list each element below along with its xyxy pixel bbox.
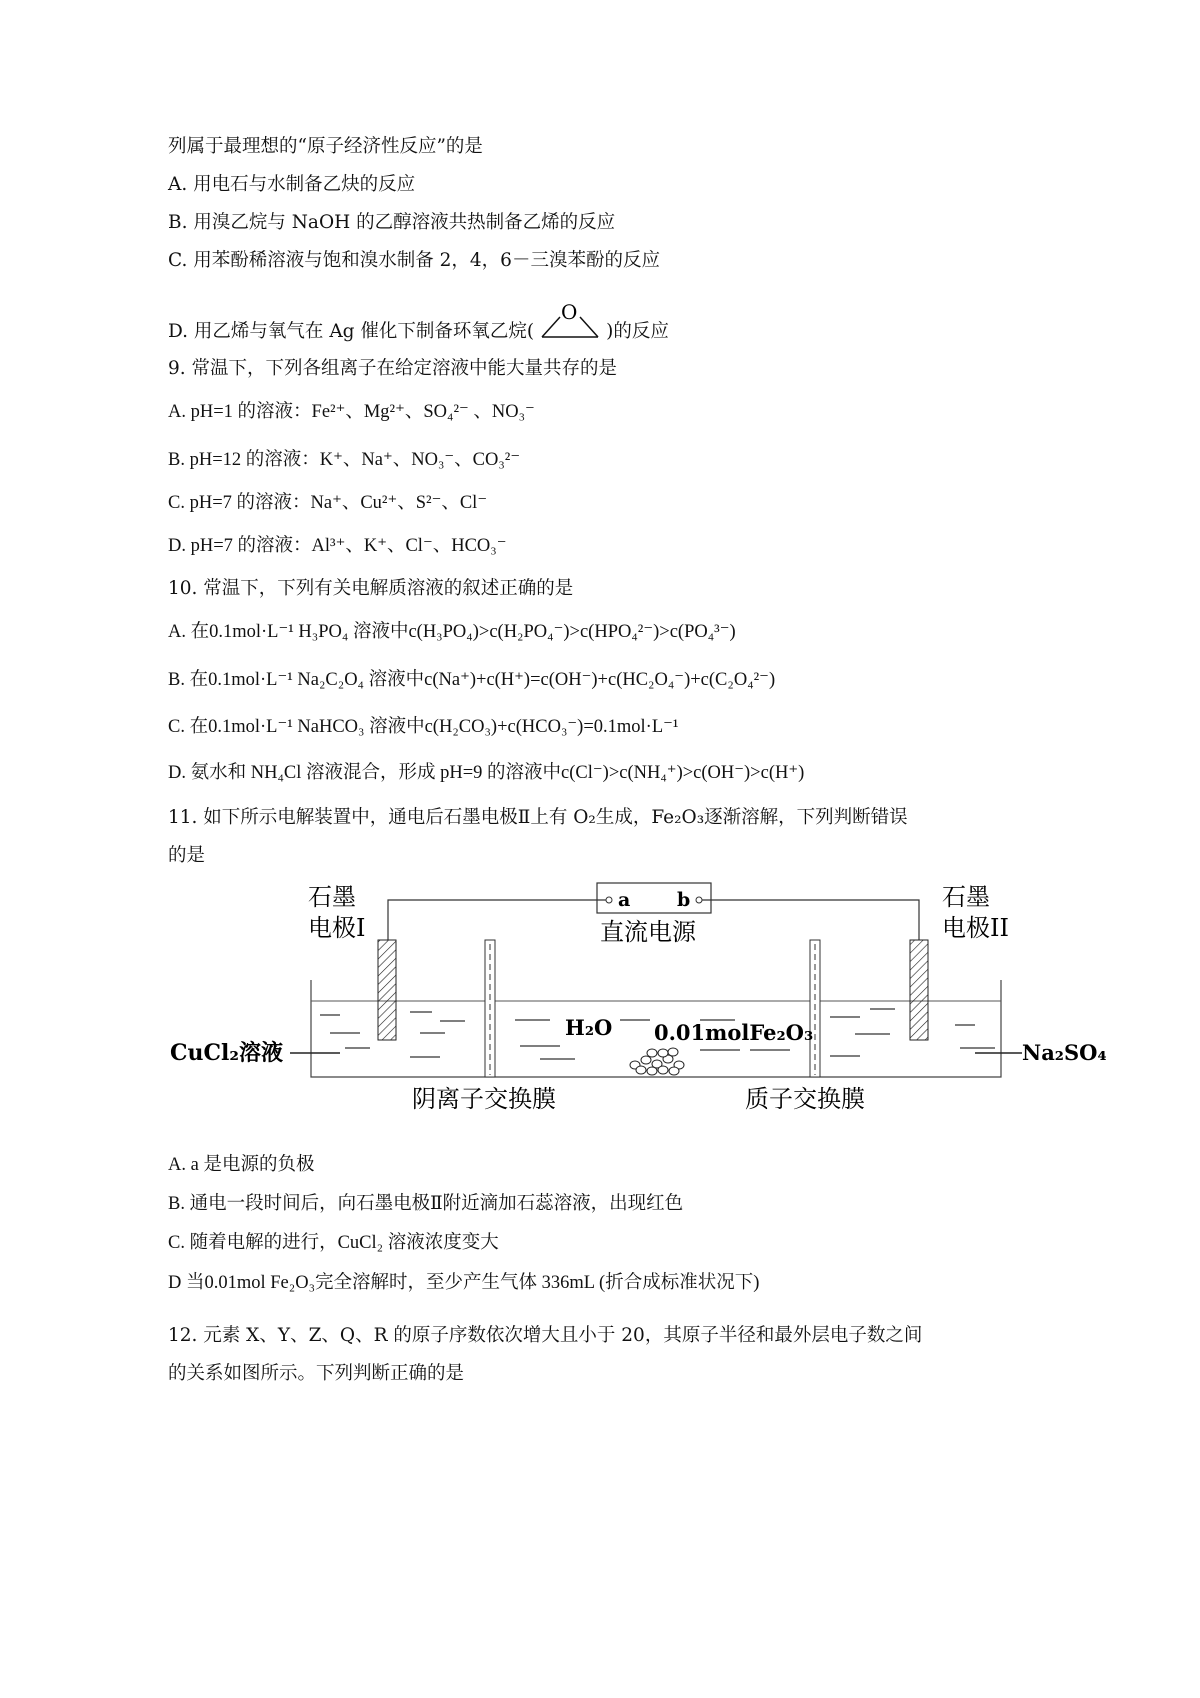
q11-stem-line2: 的是 [168, 845, 206, 866]
q11-option-a: A. a 是电源的负极 [168, 1155, 315, 1175]
epoxide-oxygen: O [561, 303, 578, 324]
graphite-electrode-1 [378, 940, 396, 1040]
wire-right [702, 900, 919, 940]
fe2o3-solid [630, 1048, 684, 1075]
q8-option-d [168, 303, 669, 344]
q10-stem: 10. 常温下，下列有关电解质溶液的叙述正确的是 [168, 578, 574, 599]
membrane2-label: 质子交换膜 [745, 1085, 865, 1113]
q9-stem: 9. 常温下，下列各组离子在给定溶液中能大量共存的是 [168, 358, 618, 379]
fe2o3-label: 0.01molFe₂O₃ [654, 1020, 814, 1045]
electrode2-label-2: 电极II [942, 914, 1009, 942]
epoxide-structure [534, 303, 606, 343]
water-label: H₂O [565, 1015, 613, 1040]
membrane1-label: 阴离子交换膜 [412, 1085, 556, 1113]
q9-option-c: C. pH=7 的溶液：Na⁺、Cu²⁺、S²⁻、Cl⁻ [168, 493, 488, 513]
q8-option-d-tail: )的反应 [606, 321, 669, 342]
electrolysis-diagram [0, 870, 1200, 1120]
q8-option-d-text: D. 用乙烯与氧气在 Ag 催化下制备环氧乙烷( [168, 321, 535, 342]
q8-option-c: C. 用苯酚稀溶液与饱和溴水制备 2，4，6－三溴苯酚的反应 [168, 250, 660, 271]
q11-option-c: C. 随着电解的进行，CuCl₂ 溶液浓度变大 [168, 1233, 499, 1253]
left-solution-label: CuCl₂溶液 [170, 1040, 284, 1066]
power-source-box [597, 883, 711, 913]
q9-option-a: A. pH=1 的溶液：Fe²⁺、Mg²⁺、SO₄²⁻ 、NO₃⁻ [168, 402, 535, 422]
right-solution-label: Na₂SO₄ [1022, 1040, 1107, 1065]
q8-option-a: A. 用电石与水制备乙炔的反应 [168, 174, 416, 195]
q12-stem-line2: 的关系如图所示。下列判断正确的是 [168, 1363, 465, 1384]
terminal-b: b [677, 889, 691, 911]
q9-option-d: D. pH=7 的溶液：Al³⁺、K⁺、Cl⁻、HCO₃⁻ [168, 536, 507, 556]
q11-stem-line1: 11. 如下所示电解装置中，通电后石墨电极Ⅱ上有 O₂生成，Fe₂O₃逐渐溶解，下列判断错误 [168, 807, 908, 828]
electrode2-label-1: 石墨 [942, 883, 990, 911]
wire-left [388, 900, 606, 940]
q11-option-d: D 当0.01mol Fe₂O₃完全溶解时，至少产生气体 336mL (折合成标准状况下) [168, 1273, 760, 1293]
electrode1-label-1: 石墨 [308, 883, 356, 911]
q10-option-b: B. 在0.1mol·L⁻¹ Na₂C₂O₄ 溶液中c(Na⁺)+c(H⁺)=c(OH⁻)+c(HC₂O₄⁻)+c(C₂O₄²⁻) [168, 670, 776, 690]
terminal-a: a [618, 889, 631, 911]
q10-option-a: A. 在0.1mol·L⁻¹ H₃PO₄ 溶液中c(H₃PO₄)>c(H₂PO₄⁻)>c(HPO₄²⁻)>c(PO₄³⁻) [168, 622, 736, 642]
q10-option-c: C. 在0.1mol·L⁻¹ NaHCO₃ 溶液中c(H₂CO₃)+c(HCO₃⁻)=0.1mol·L⁻¹ [168, 717, 679, 737]
q8-option-b: B. 用溴乙烷与 NaOH 的乙醇溶液共热制备乙烯的反应 [168, 212, 616, 233]
q8-stem: 列属于最理想的“原子经济性反应”的是 [168, 136, 483, 157]
electrode1-label-2: 电极I [308, 914, 366, 942]
q9-option-b: B. pH=12 的溶液：K⁺、Na⁺、NO₃⁻、CO₃²⁻ [168, 450, 521, 470]
power-source-label: 直流电源 [600, 918, 696, 946]
q10-option-d: D. 氨水和 NH₄Cl 溶液混合，形成 pH=9 的溶液中c(Cl⁻)>c(NH₄⁺)>c(OH⁻)>c(H⁺) [168, 763, 805, 783]
q11-option-b: B. 通电一段时间后，向石墨电极Ⅱ附近滴加石蕊溶液，出现红色 [168, 1194, 684, 1214]
graphite-electrode-2 [910, 940, 928, 1040]
q12-stem-line1: 12. 元素 X、Y、Z、Q、R 的原子序数依次增大且小于 20，其原子半径和最外层电子数之间 [168, 1325, 923, 1346]
